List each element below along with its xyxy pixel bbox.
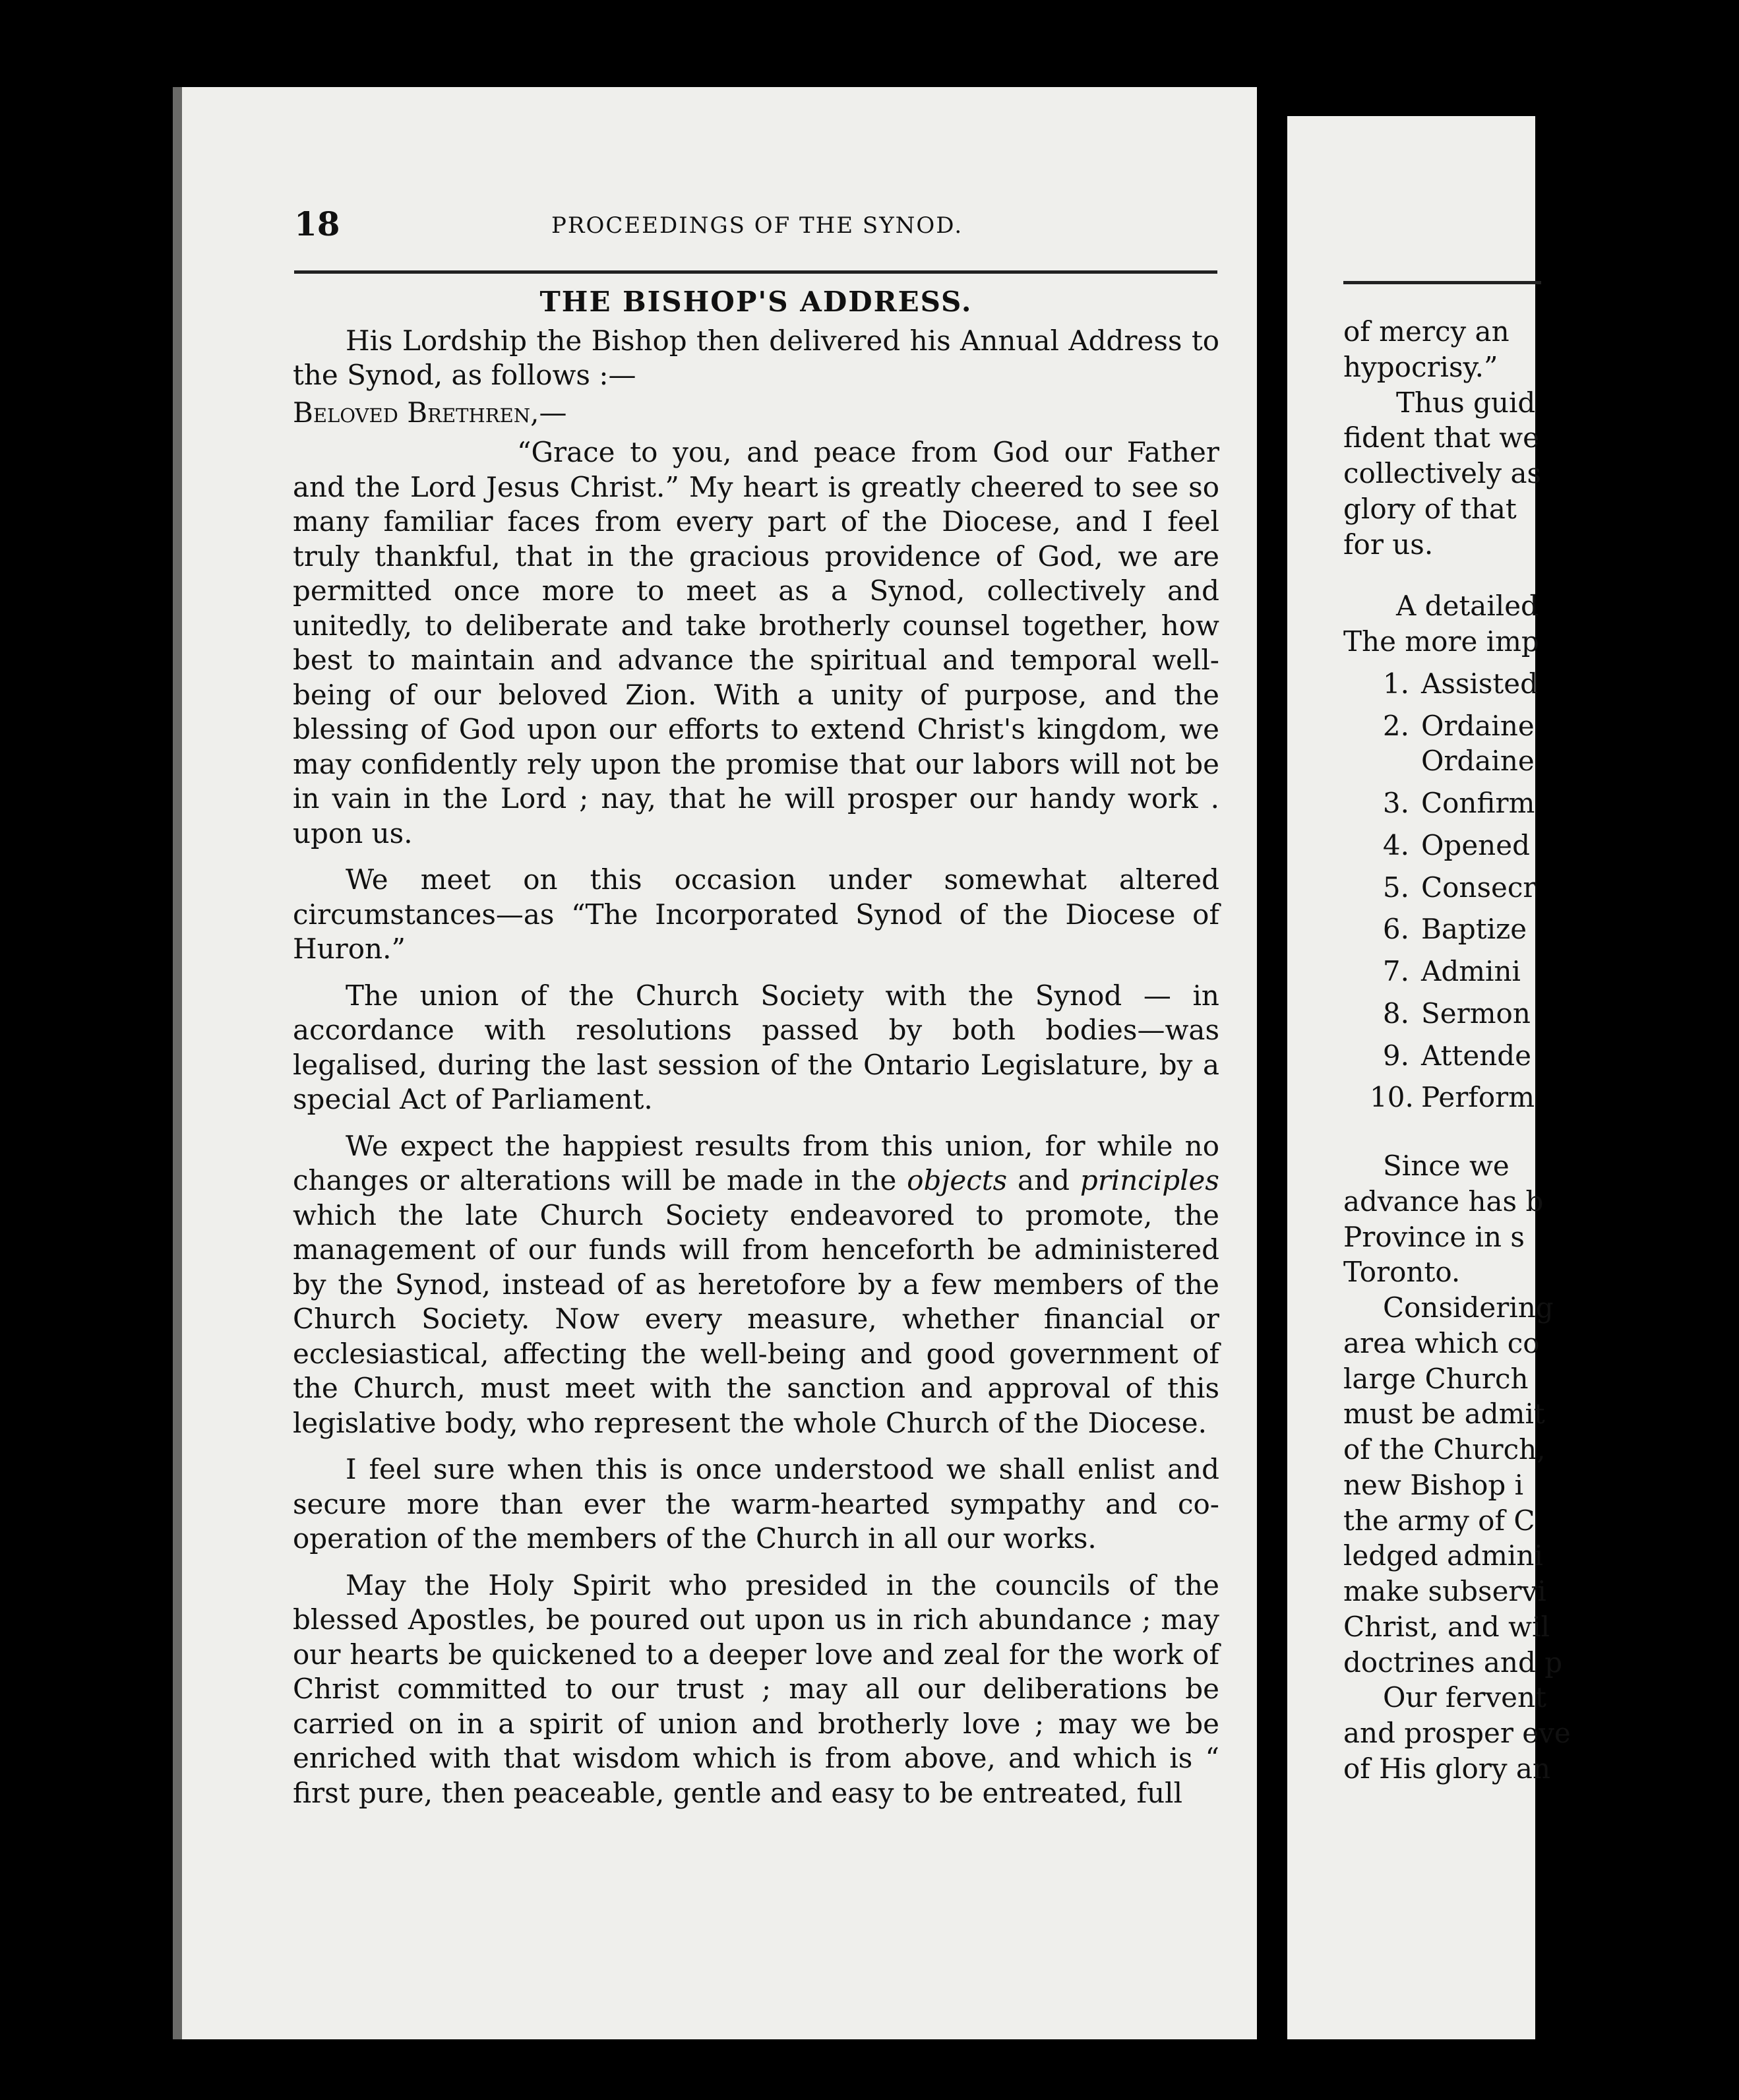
- right-line: Toronto.: [1343, 1256, 1461, 1289]
- page-number: 18: [294, 204, 340, 243]
- right-line: glory of that: [1343, 492, 1517, 525]
- right-line: Considering: [1383, 1291, 1554, 1324]
- list-item: 8. Sermon: [1382, 997, 1531, 1030]
- right-header-rule: [1343, 281, 1541, 284]
- paragraph-grace: “Grace to you, and peace from God our Father and the Lord Jesus Christ.” My heart is greatly cheered to see so many familiar faces from every part of the Diocese, and I feel truly thankful, that in the gracious providence of God, we are permitted once more to meet as a Synod, collectively and unitedly, to deliberate and take brotherly counsel together, how best to maintain and advance the spiritual and temporal well-being of our beloved Zion. With a unity of purpose, and the blessing of God upon our efforts to extend Christ's kingdom, we may confidently rely upon the promise that our labors will not be in vain in the Lord ; nay, that he will prosper our handy work . upon us.: [293, 436, 1219, 849]
- right-line: of mercy an: [1343, 315, 1510, 348]
- right-line: A detailed: [1396, 590, 1539, 623]
- right-line: make subservi: [1343, 1575, 1546, 1607]
- list-item: 2. Ordaine Ordaine: [1382, 709, 1535, 778]
- right-line: The more imp: [1343, 625, 1539, 658]
- right-page: [1287, 116, 1571, 2039]
- right-line: Province in s: [1343, 1220, 1525, 1253]
- left-page: [173, 87, 1257, 2039]
- right-line: Thus guid: [1396, 386, 1536, 419]
- paragraph-sympathy: I feel sure when this is once understood we shall enlist and secure more than ever the warm-hearted sympathy and co-operation of the members of the Church in all our works.: [293, 1453, 1219, 1555]
- list-item: 1. Assisted: [1382, 667, 1539, 700]
- right-line: hypocrisy.”: [1343, 350, 1498, 383]
- results-text-b: which the late Church Society endeavored to promote, the management of our funds will from henceforth be administered by the Synod, instead of as heretofore by a few members of the Church Society. Now every measure, whether financial or ecclesiastical, affecting the well-being and good government of the Church, must meet with the sanction and approval of this legislative body, who represent the whole Church of the Diocese.: [293, 1198, 1219, 1439]
- right-line: must be admit: [1343, 1398, 1545, 1431]
- list-item: 10. Perform: [1370, 1081, 1535, 1114]
- header-rule: [294, 270, 1217, 274]
- right-line: the army of C: [1343, 1504, 1535, 1537]
- right-line: large Church: [1343, 1362, 1529, 1395]
- results-objects: objects: [907, 1164, 1008, 1196]
- list-item: 9. Attende: [1382, 1039, 1531, 1072]
- duties-list: [1343, 666, 1739, 1115]
- right-line: Christ, and wil: [1343, 1610, 1550, 1643]
- right-line: collectively as: [1343, 457, 1542, 489]
- list-item: 5. Consecr: [1382, 871, 1537, 904]
- running-head: PROCEEDINGS OF THE SYNOD.: [551, 212, 963, 239]
- intro-paragraph: His Lordship the Bishop then delivered his Annual Address to the Synod, as follows :—: [293, 324, 1219, 391]
- results-text-a: We expect the happiest results from this union, for while no changes or alterations will be made in the: [293, 1129, 1219, 1196]
- right-line: area which co: [1343, 1326, 1540, 1359]
- address-body: [293, 285, 1219, 1822]
- paragraph-prayer: May the Holy Spirit who presided in the councils of the blessed Apostles, be poured out upon us in rich abundance ; may our hearts be quickened to a deeper love and zeal for the work of Christ committed to our trust ; may all our deliberations be carried on in a spirit of union and brotherly love ; may we be enriched with that wisdom which is from above, and which is “ first pure, then peaceable, gentle and easy to be entreated, full: [293, 1568, 1219, 1809]
- salutation: Beloved Brethren,—: [293, 396, 567, 429]
- right-line: and prosper eve: [1343, 1717, 1571, 1749]
- page-header: [294, 204, 1270, 244]
- right-line: Since we: [1383, 1150, 1510, 1182]
- right-line: of His glory an: [1343, 1752, 1550, 1785]
- right-line: doctrines and p: [1343, 1646, 1563, 1679]
- spacer: [1343, 1122, 1739, 1148]
- right-line: for us.: [1343, 528, 1434, 561]
- paragraph-altered: We meet on this occasion under somewhat altered circumstances—as “The Incorporated Synod of the Diocese of Huron.”: [293, 863, 1219, 965]
- results-principles: principles: [1080, 1164, 1219, 1196]
- right-line: new Bishop i: [1343, 1468, 1524, 1501]
- list-item: 7. Admini: [1382, 955, 1521, 987]
- right-line: of the Church,: [1343, 1433, 1546, 1466]
- spacer: [1343, 562, 1739, 588]
- section-title: THE BISHOP'S ADDRESS.: [539, 286, 973, 318]
- results-and: and: [1018, 1164, 1070, 1196]
- right-page-text: [1343, 314, 1739, 1787]
- right-line: advance has b: [1343, 1185, 1544, 1218]
- right-line: Our fervent: [1383, 1681, 1546, 1714]
- right-line: ledged admini: [1343, 1539, 1543, 1572]
- list-item: 3. Confirm: [1382, 787, 1535, 819]
- paragraph-results: [293, 1129, 1219, 1441]
- list-item: 4. Opened: [1382, 828, 1530, 861]
- list-item: 6. Baptize: [1382, 913, 1527, 946]
- right-line: fident that we: [1343, 421, 1540, 454]
- paragraph-union: The union of the Church Society with the Synod — in accordance with resolutions passed by both bodies—was legalised, during the last session of the Ontario Legislature, by a special Act of Parliament.: [293, 979, 1219, 1115]
